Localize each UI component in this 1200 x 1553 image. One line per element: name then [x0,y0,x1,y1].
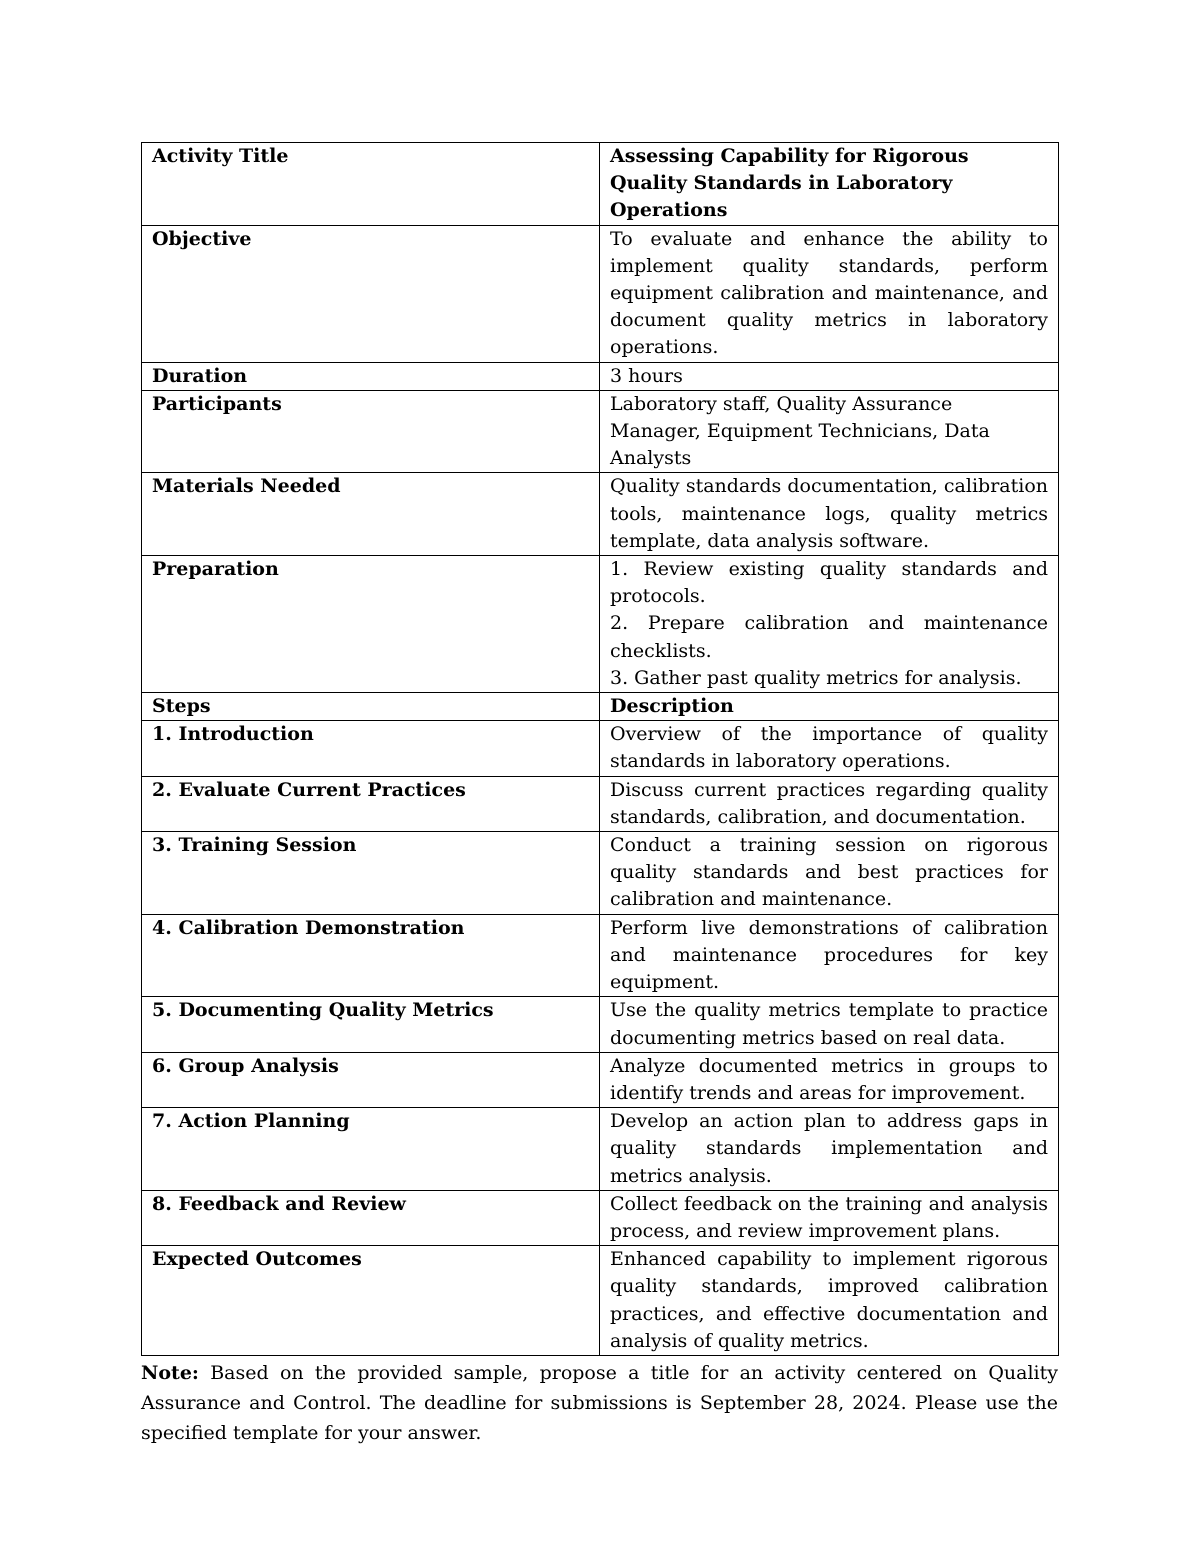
note-prefix: Note: [141,1361,199,1384]
table-row-duration [142,362,1059,390]
table-row-participants [142,390,1059,473]
table-row-step [142,997,1059,1052]
table-row-steps-header [142,693,1059,721]
step-description: Analyze documented metrics in groups to identify trends and areas for improvement. [600,1052,1059,1107]
steps-header-label: Steps [142,693,600,721]
activity-title-value: Assessing Capability for Rigorous Quality Standards in Laboratory Operations [600,143,1059,226]
table-row-activity-title [142,143,1059,226]
table-row-step [142,1190,1059,1245]
step-label: 1. Introduction [142,721,600,776]
participants-value: Laboratory staff, Quality Assurance Manager, Equipment Technicians, Data Analysts [600,390,1059,473]
step-description: Use the quality metrics template to practice documenting metrics based on real data. [600,997,1059,1052]
step-description: Overview of the importance of quality standards in laboratory operations. [600,721,1059,776]
table-row-step [142,776,1059,831]
objective-label: Objective [142,225,600,362]
duration-label: Duration [142,362,600,390]
step-description: Conduct a training session on rigorous quality standards and best practices for calibration and maintenance. [600,832,1059,915]
step-label: 3. Training Session [142,832,600,915]
materials-label: Materials Needed [142,473,600,556]
table-row-step [142,914,1059,997]
step-label: 4. Calibration Demonstration [142,914,600,997]
materials-value: Quality standards documentation, calibration tools, maintenance logs, quality metrics template, data analysis software. [600,473,1059,556]
step-label: 7. Action Planning [142,1108,600,1191]
document-page [141,142,1058,1467]
table-row-materials [142,473,1059,556]
participants-label: Participants [142,390,600,473]
table-row-preparation [142,556,1059,693]
duration-value: 3 hours [600,362,1059,390]
note-paragraph [141,1358,1058,1448]
note-text: Based on the provided sample, propose a title for an activity centered on Quality Assurance and Control. The deadline for submissions is September 28, 2024. Please use the specified template for your answer. [141,1361,1058,1444]
step-label: 2. Evaluate Current Practices [142,776,600,831]
outcomes-value: Enhanced capability to implement rigorous quality standards, improved calibration practices, and effective documentation and analysis of quality metrics. [600,1246,1059,1356]
preparation-item: 3. Gather past quality metrics for analysis. [610,666,1022,689]
objective-value: To evaluate and enhance the ability to implement quality standards, perform equipment calibration and maintenance, and document quality metrics in laboratory operations. [600,225,1059,362]
preparation-item: 2. Prepare calibration and maintenance checklists. [610,612,1048,662]
table-row-step [142,1052,1059,1107]
preparation-value [600,556,1059,693]
step-description: Develop an action plan to address gaps in quality standards implementation and metrics analysis. [600,1108,1059,1191]
activity-title-label: Activity Title [142,143,600,226]
table-row-outcomes [142,1246,1059,1356]
step-label: 6. Group Analysis [142,1052,600,1107]
table-row-step [142,1108,1059,1191]
step-label: 8. Feedback and Review [142,1190,600,1245]
table-row-objective [142,225,1059,362]
preparation-item: 1. Review existing quality standards and protocols. [610,558,1048,608]
step-description: Collect feedback on the training and analysis process, and review improvement plans. [600,1190,1059,1245]
activity-table [141,142,1059,1356]
table-row-step [142,832,1059,915]
table-row-step [142,721,1059,776]
step-label: 5. Documenting Quality Metrics [142,997,600,1052]
step-description: Discuss current practices regarding quality standards, calibration, and documentation. [600,776,1059,831]
steps-header-description: Description [600,693,1059,721]
step-description: Perform live demonstrations of calibration and maintenance procedures for key equipment. [600,914,1059,997]
preparation-label: Preparation [142,556,600,693]
outcomes-label: Expected Outcomes [142,1246,600,1356]
